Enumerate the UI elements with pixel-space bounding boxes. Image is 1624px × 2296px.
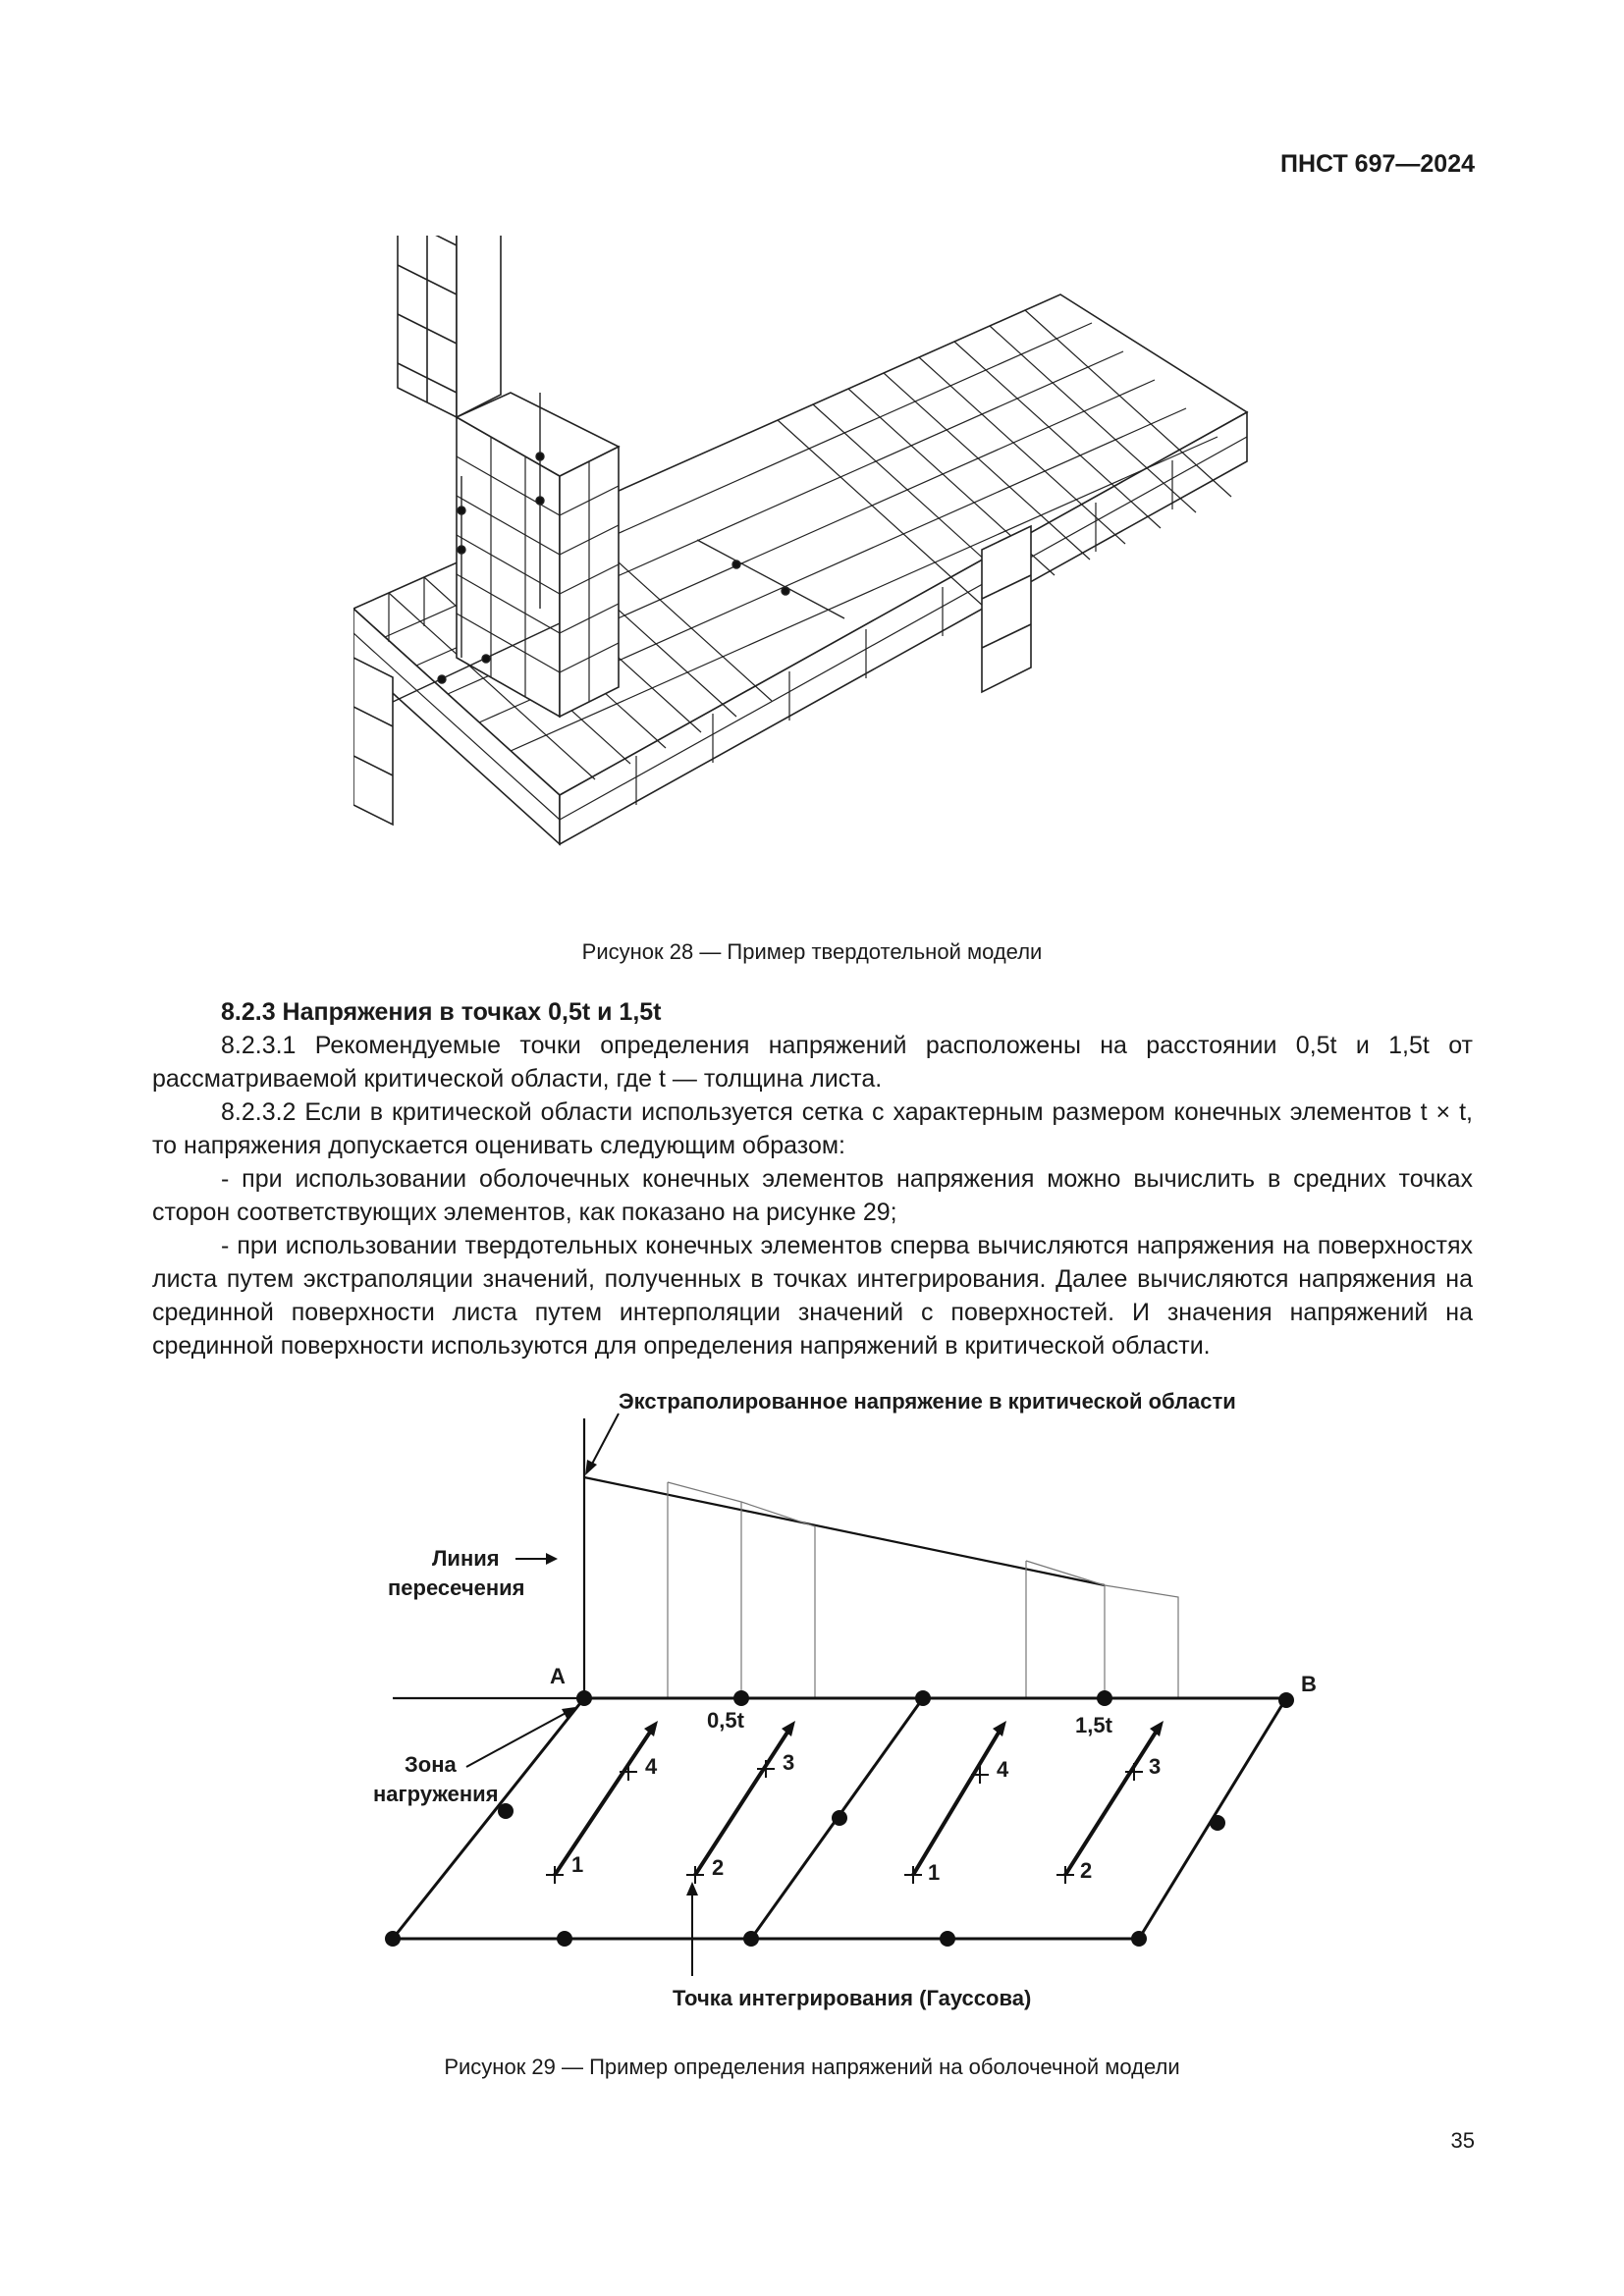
gauss-point-1-left: 1 — [571, 1852, 584, 1877]
list-item-solid-elements: - при использовании твердотельных конечных элементов сперва вычисляются напряжения на поверхностях листа путем экстраполяции значений, полученных в точках интегрирования. Далее вычисляются напряжения на срединной поверхности листа путем интерполяции значений с поверхностей. И значения напряжений на срединной поверхности используются для определения напряжений в критической области. — [152, 1232, 1473, 1360]
figure-28-caption: Рисунок 28 — Пример твердотельной модели — [581, 939, 1043, 964]
load-zone-label-2: нагружения — [373, 1782, 499, 1806]
figure-29-shell-model — [295, 1379, 1355, 2027]
intersection-line-label-2: пересечения — [388, 1575, 525, 1600]
section-8-2-3 — [152, 995, 1473, 1362]
intersection-line-label-1: Линия — [432, 1546, 500, 1571]
extrapolated-stress-label: Экстраполированное напряжение в критической области — [619, 1389, 1236, 1414]
gauss-point-3-left: 3 — [783, 1750, 795, 1775]
half-t-label: 0,5t — [707, 1708, 744, 1733]
gauss-point-4-left: 4 — [645, 1754, 658, 1779]
gauss-point-4-right: 4 — [997, 1757, 1009, 1782]
gauss-point-1-right: 1 — [928, 1860, 941, 1885]
list-item-shell-elements: - при использовании оболочечных конечных элементов напряжения можно вычислить в средних точках сторон соответствующих элементов, как показано на рисунке 29; — [152, 1165, 1473, 1226]
paragraph-8-2-3-1: 8.2.3.1 Рекомендуемые точки определения напряжений расположены на расстоянии 0,5t и 1,5t от рассматриваемой критической области, где t — толщина листа. — [152, 1032, 1473, 1093]
gauss-point-2-left: 2 — [712, 1855, 725, 1880]
integration-point-label: Точка интегрирования (Гауссова) — [673, 1986, 1032, 2010]
section-heading: 8.2.3 Напряжения в точках 0,5t и 1,5t — [221, 998, 662, 1026]
figure-28-solid-model — [353, 236, 1267, 903]
gauss-point-3-right: 3 — [1149, 1754, 1162, 1779]
load-zone-label-1: Зона — [405, 1752, 457, 1777]
gauss-point-2-right: 2 — [1080, 1858, 1093, 1883]
figure-29-caption: Рисунок 29 — Пример определения напряжений на оболочечной модели — [444, 2055, 1180, 2079]
document-code: ПНСТ 697—2024 — [1280, 150, 1475, 178]
solid-model-drawing — [353, 236, 1267, 903]
one-and-half-t-label: 1,5t — [1075, 1713, 1112, 1737]
point-a-label: A — [550, 1664, 566, 1688]
point-b-label: B — [1301, 1672, 1317, 1696]
shell-model-diagram — [295, 1379, 1355, 2027]
paragraph-8-2-3-2: 8.2.3.2 Если в критической области используется сетка с характерным размером конечных элементов t × t, то напряжения допускается оценивать следующим образом: — [152, 1098, 1473, 1159]
page-number: 35 — [1450, 2128, 1475, 2153]
